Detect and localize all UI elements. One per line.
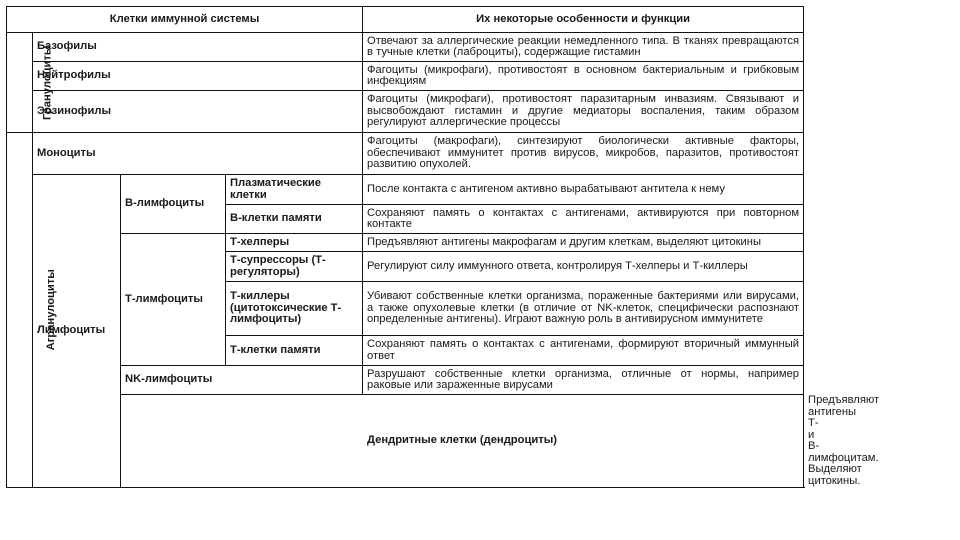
table-row [7,175,804,205]
cell-desc: Фагоциты (микрофаги), противостоят в основном бактериальным и грибковым инфекциям [363,62,804,91]
group-granulocytes: Гранулоциты [7,33,33,133]
cell-name: Лимфоциты [33,175,121,488]
cell-desc: Регулируют силу иммунного ответа, контролируя Т-хелперы и Т-киллеры [363,252,804,282]
table-row: Дендритные клетки (дендроциты) Предъявляют антигены Т- и В-лимфоцитам. Выделяют цитокины. [7,395,804,488]
cell-name: Эозинофилы [33,91,363,133]
cell-name: Т-супрессоры (Т-регуляторы) [226,252,363,282]
cell-desc: Убивают собственные клетки организма, пораженные бактериями или вирусами, а также опухолевые клетки (в отличие от NK-клеток, специфически распознают определенные антигены). Играют важную роль в антивирусном иммунитете [363,282,804,336]
cell-name: Плазматические клетки [226,175,363,205]
cell-desc: Разрушают собственные клетки организма, отличные от нормы, например раковые или зараженные вирусами [363,366,804,395]
header-functions: Их некоторые особенности и функции [363,7,804,33]
table-row [7,33,804,62]
table-row [7,91,804,133]
table-row [7,133,804,175]
cell-name: Дендритные клетки (дендроциты) [121,395,804,488]
immune-cells-table [6,6,880,488]
cell-name: Т-хелперы [226,234,363,252]
cell-desc: Сохраняют память о контактах с антигенами, активируются при повторном контакте [363,205,804,234]
group-agranulocytes: Агранулоциты [7,133,33,488]
cell-name: Т-клетки памяти [226,336,363,366]
header-row [7,7,804,33]
cell-desc: Сохраняют память о контактах с антигенами, формируют вторичный иммунный ответ [363,336,804,366]
cell-name: Т-киллеры (цитотоксические Т-лимфоциты) [226,282,363,336]
cell-desc: Фагоциты (макрофаги), синтезируют биологически активные факторы, обеспечивают иммунитет против вирусов, микробов, паразитов, противостоят развитию опухолей. [363,133,804,175]
table-row [7,234,804,252]
cell-name: NK-лимфоциты [121,366,363,395]
cell-name: В-клетки памяти [226,205,363,234]
cell-name: В-лимфоциты [121,175,226,234]
cell-name: Т-лимфоциты [121,234,226,366]
cell-name: Моноциты [33,133,363,175]
cell-desc: Предъявляют антигены макрофагам и другим клеткам, выделяют цитокины [363,234,804,252]
header-cells: Клетки иммунной системы [7,7,363,33]
cell-desc: Фагоциты (микрофаги), противостоят паразитарным инвазиям. Связывают и высвобождают гистамин и другие медиаторы воспаления, таким образом регулируют аллергические процессы [363,91,804,133]
cell-name: Базофилы [33,33,363,62]
cell-desc: После контакта с антигеном активно вырабатывают антитела к нему [363,175,804,205]
cell-name: Нейтрофилы [33,62,363,91]
table-row [7,62,804,91]
table-row [7,366,804,395]
cell-desc: Отвечают за аллергические реакции немедленного типа. В тканях превращаются в тучные клетки (лаброциты), содержащие гистамин [363,33,804,62]
